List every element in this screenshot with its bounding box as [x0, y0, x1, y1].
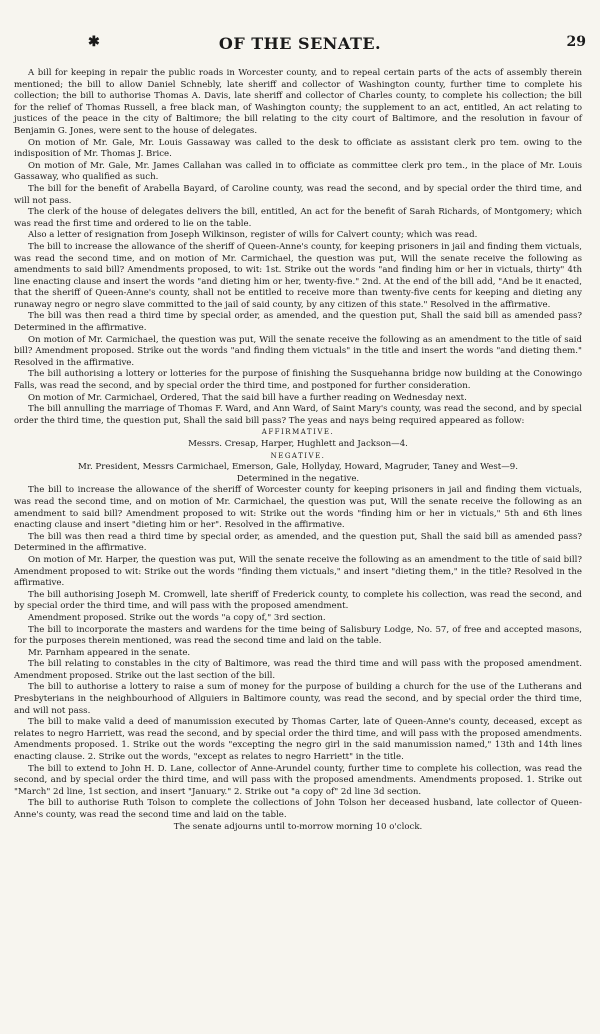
- paragraph: On motion of Mr. Carmichael, the question was put, Will the senate receive the following as an amendment to the title of said bill? Amendment proposed. Strike out the words "and finding them victuals" in the title and insert the words "and dieting them." Resolved in the affirmative.: [14, 334, 582, 368]
- paragraph: The bill to authorise Ruth Tolson to complete the collections of John Tolson her deceased husband, late collector of Queen-Anne's county, was read the second time and laid on the table.: [14, 798, 582, 820]
- vote-affirmative-names: Messrs. Cresap, Harper, Hughlett and Jackson—4.: [188, 439, 408, 449]
- paragraph: Mr. Parnham appeared in the senate.: [28, 647, 191, 658]
- page-header: [14, 34, 586, 54]
- paragraph: The bill to incorporate the masters and wardens for the time being of Salisbury Lodge, No. 57, of free and accepted masons, for the purposes therein mentioned, was read the second time and laid on the table.: [14, 624, 582, 647]
- paragraph: Amendment proposed. Strike out the words "a copy of," 3rd section.: [28, 612, 326, 623]
- adjournment-line: The senate adjourns until to-morrow morning 10 o'clock.: [173, 821, 423, 832]
- paragraph: The bill authorising a lottery or lotteries for the purpose of finishing the Susquehanna bridge now building at the Conowingo Falls, was read the second, and by special order the third time, and postponed for further consideration.: [14, 369, 582, 392]
- paragraph: On motion of Mr. Gale, Mr. Louis Gassaway was called to the desk to officiate as assistant clerk pro tem. owing to the indisposition of Mr. Thomas J. Brice.: [14, 137, 582, 160]
- paragraph: The bill annulling the marriage of Thomas F. Ward, and Ann Ward, of Saint Mary's county, was read the second, and by special order the third time, the question put, Shall the said bill pass? The yeas and nays being required appeared as follow:: [14, 404, 582, 426]
- paragraph: The bill to increase the allowance of the sheriff of Queen-Anne's county, for keeping prisoners in jail and finding them victuals, was read the second time, and on motion of Mr. Carmichael, the question was put, Will the senate receive the following as amendments to said bill? Amendments proposed, to wit: 1st. Strike out the words "and finding him or her in victuals, thirty" 4th line enacting clause and insert the words "and dieting him or her, twenty-five." 2nd. At the end of the bill add, "And be it enacted, that the sheriff of Queen-Anne's county, shall not be entitled to receive more than twenty-five cents for keeping and dieting any runaway negro or negro slave committed to the jail of said county, by any citizen of this state." Resolved in the affirmative.: [14, 241, 582, 310]
- paragraph: The bill was then read a third time by special order, as amended, and the question put, Shall the said bill as amended pass? Determined in the affirmative.: [14, 311, 582, 334]
- ornament-mark: ✱: [88, 34, 100, 50]
- paragraph: On motion of Mr. Harper, the question was put, Will the senate receive the following as an amendment to the title of said bill? Amendment proposed to wit: Strike out the words "finding them victuals," and insert "dieting them," in the title? Resolved in the affirmative.: [14, 554, 582, 589]
- paragraph: The bill to make valid a deed of manumission executed by Thomas Carter, late of Queen-Anne's county, deceased, except as relates to negro Harriett, was read the second, and by special order the third time, and will pass with the proposed amendments. Amendments proposed. 1. Strike out the words "excepting the negro girl in the said manumission named," 13th and 14th lines enacting clause. 2. Strike out the words, "except as relates to negro Harriett" in the title.: [14, 717, 582, 763]
- vote-result: Determined in the negative.: [236, 473, 360, 484]
- journal-body: [14, 68, 582, 833]
- paragraph: The bill relating to constables in the city of Baltimore, was read the third time and will pass with the proposed amendment. Amendment proposed. Strike out the last section of the bill.: [14, 659, 582, 681]
- vote-negative-heading: NEGATIVE.: [270, 451, 326, 460]
- paragraph: On motion of Mr. Carmichael, Ordered, That the said bill have a further reading on Wednesday next.: [28, 392, 467, 403]
- paragraph: The bill to authorise a lottery to raise a sum of money for the purpose of building a church for the use of the Lutherans and Presbyterians in the neighbourhood of Allguiers in Baltimore county, was read the second, and by special order the third time, and will not pass.: [14, 682, 582, 716]
- paragraph: The bill was then read a third time by special order, as amended, and the question put, Shall the said bill as amended pass? Determined in the affirmative.: [14, 531, 582, 554]
- paragraph: The bill for the benefit of Arabella Bayard, of Caroline county, was read the second, and by special order the third time, and will not pass.: [14, 183, 582, 206]
- paragraph: A bill for keeping in repair the public roads in Worcester county, and to repeal certain parts of the acts of assembly therein mentioned; the bill to allow Daniel Schnebly, late sheriff and collector of Washington county, further time to complete his collection; the bill to authorise Thomas A. Davis, late sheriff and collector of Charles county, to complete his collection; the bill for the relief of Thomas Russell, a free black man, of Washington county; the supplement to an act, entitled, An act relating to justices of the peace in the city of Baltimore; the bill relating to the city court of Baltimore, and the resolution in favour of Benjamin G. Jones, were sent to the house of delegates.: [14, 68, 582, 136]
- page-number: 29: [566, 34, 586, 50]
- paragraph: The bill to extend to John H. D. Lane, collector of Anne-Arundel county, further time to complete his collection, was read the second, and by special order the third time, and will pass with the proposed amendments. Amendments proposed. 1. Strike out "March" 2d line, 1st section, and insert "January." 2. Strike out "a copy of" 2d line 3d section.: [14, 763, 582, 797]
- paragraph: The clerk of the house of delegates delivers the bill, entitled, An act for the benefit of Sarah Richards, of Montgomery; which was read the first time and ordered to lie on the table.: [14, 207, 582, 229]
- page-title: OF THE SENATE.: [218, 34, 382, 53]
- paragraph: On motion of Mr. Gale, Mr. James Callahan was called in to officiate as committee clerk pro tem., in the place of Mr. Louis Gassaway, who qualified as such.: [14, 160, 582, 183]
- paragraph: Also a letter of resignation from Joseph Wilkinson, register of wills for Calvert county; which was read.: [28, 230, 478, 241]
- paragraph: The bill to increase the allowance of the sheriff of Worcester county for keeping prisoners in jail and finding them victuals, was read the second time, and on motion of Mr. Carmichael, the question was put, Will the senate receive the following as an amendment to said bill? Amendment proposed to wit: Strike out the words "finding him or her in victuals," 5th and 6th lines enacting clause and insert "dieting him or her". Resolved in the affirmative.: [14, 485, 582, 531]
- paragraph: The bill authorising Joseph M. Cromwell, late sheriff of Frederick county, to complete his collection, was read the second, and by special order the third time, and will pass with the proposed amendment.: [14, 589, 582, 612]
- vote-negative-names: Mr. President, Messrs Carmichael, Emerson, Gale, Hollyday, Howard, Magruder, Taney and West—9.: [78, 462, 518, 473]
- vote-affirmative-heading: AFFIRMATIVE.: [261, 428, 335, 437]
